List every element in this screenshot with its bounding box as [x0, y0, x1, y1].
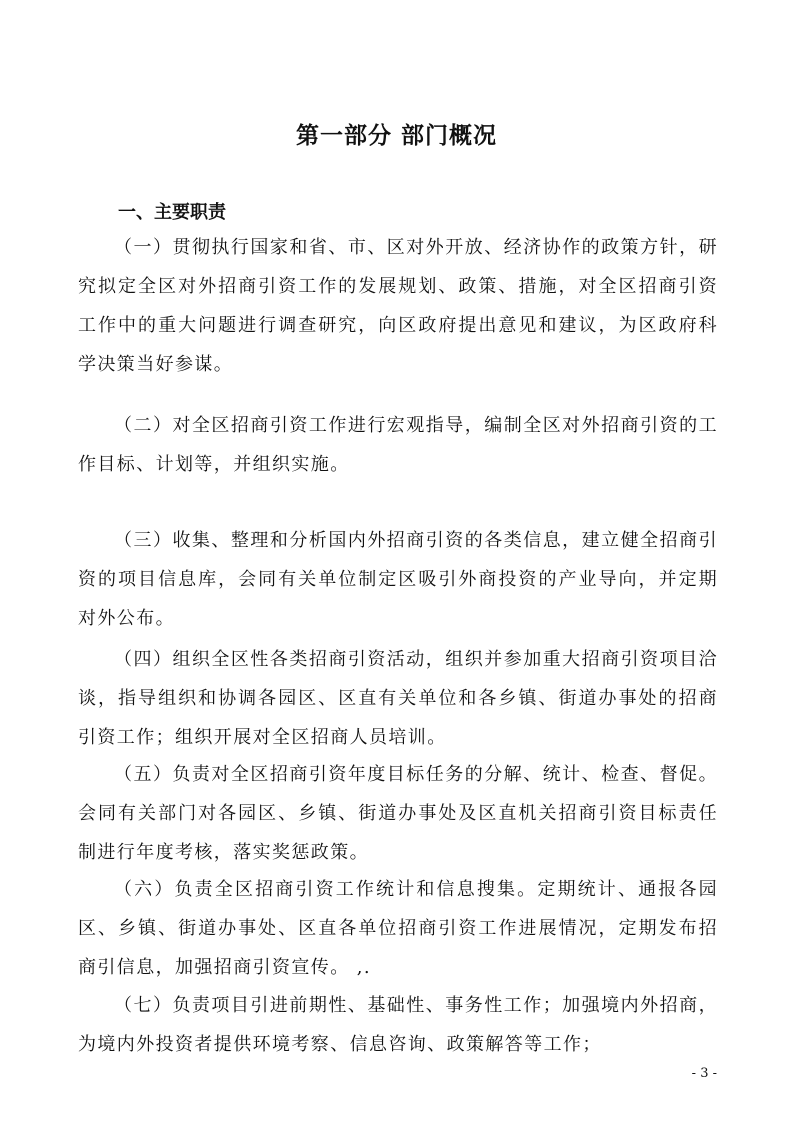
paragraph-1: （一）贯彻执行国家和省、市、区对外开放、经济协作的政策方针，研究拟定全区对外招商引资工作的发展规划、政策、措施，对全区招商引资工作中的重大问题进行调查研究，向区政府提出意见和建议，为区政府科学决策当好参谋。 — [78, 237, 718, 375]
page-title: 第一部分 部门概况 — [295, 123, 497, 149]
paragraph-2: （二）对全区招商引资工作进行宏观指导，编制全区对外招商引资的工作目标、计划等，并组织实施。 — [78, 415, 718, 475]
paragraph-3: （三）收集、整理和分析国内外招商引资的各类信息，建立健全招商引资的项目信息库，会同有关单位制定区吸引外商投资的产业导向，并定期对外公布。 — [78, 530, 718, 629]
section-heading: 一、主要职责 — [118, 202, 226, 223]
page-number: - 3 - — [691, 1066, 717, 1081]
paragraph-5: （五）负责对全区招商引资年度目标任务的分解、统计、检查、督促。会同有关部门对各园区、乡镇、街道办事处及区直机关招商引资目标责任制进行年度考核，落实奖惩政策。 — [78, 764, 718, 863]
paragraph-6: （六）负责全区招商引资工作统计和信息搜集。定期统计、通报各园区、乡镇、街道办事处、区直各单位招商引资工作进展情况，定期发布招商引信息，加强招商引资宣传。 ,. — [78, 879, 718, 978]
paragraph-7: （七）负责项目引进前期性、基础性、事务性工作；加强境内外招商，为境内外投资者提供环境考察、信息咨询、政策解答等工作； — [78, 995, 718, 1055]
paragraph-4: （四）组织全区性各类招商引资活动，组织并参加重大招商引资项目洽谈，指导组织和协调各园区、区直有关单位和各乡镇、街道办事处的招商引资工作；组织开展对全区招商人员培训。 — [78, 649, 718, 748]
